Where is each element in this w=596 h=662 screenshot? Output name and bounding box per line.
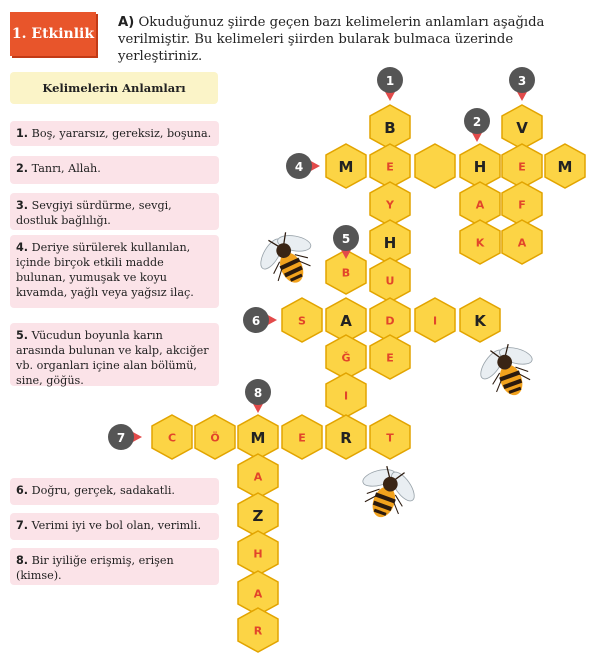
clue-text: Boş, yararsız, gereksiz, boşuna. (31, 127, 212, 140)
cell-letter: E (386, 351, 394, 365)
cell-letter: V (516, 119, 528, 137)
cell-letter: K (475, 236, 485, 250)
hex-cell[interactable] (415, 298, 455, 342)
svg-text:4: 4 (294, 160, 304, 174)
clue-number: 3. (16, 199, 29, 212)
cell-letter: A (517, 236, 527, 250)
svg-text:5: 5 (341, 232, 351, 246)
cell-letter: A (253, 587, 263, 601)
cell-letter: Z (252, 507, 264, 525)
hex-cell[interactable] (502, 220, 542, 264)
cell-letter: R (340, 429, 352, 447)
cell-letter: E (386, 160, 394, 174)
cell-letter: M (338, 158, 354, 176)
hex-cell[interactable] (502, 105, 542, 149)
hex-cell[interactable] (282, 298, 322, 342)
svg-text:6: 6 (251, 314, 261, 328)
hex-cell[interactable] (282, 415, 322, 459)
cell-letter: F (518, 198, 526, 212)
hex-cell[interactable] (370, 105, 410, 149)
number-marker (377, 67, 403, 101)
cell-letter: T (386, 431, 394, 445)
number-marker (509, 67, 535, 101)
cell-letter: U (385, 274, 395, 288)
number-marker (286, 153, 320, 179)
bee-illustration (470, 335, 545, 405)
meanings-title: Kelimelerin Anlamları (10, 72, 218, 104)
hex-cell[interactable] (460, 298, 500, 342)
hex-cell[interactable] (370, 335, 410, 379)
cell-letter: S (298, 314, 306, 328)
cell-letter: B (341, 266, 351, 280)
clue-number: 1. (16, 127, 29, 140)
cell-letter: R (253, 624, 263, 638)
clue-number: 6. (16, 484, 29, 497)
cell-letter: H (383, 234, 397, 252)
hex-cell[interactable] (326, 144, 366, 188)
cell-letter: A (340, 312, 352, 330)
hex-cell[interactable] (370, 415, 410, 459)
cell-letter: E (518, 160, 526, 174)
cell-letter: A (475, 198, 485, 212)
hex-cell[interactable] (238, 415, 278, 459)
activity-tag: 1. Etkinlik (10, 12, 96, 56)
hex-cell[interactable] (370, 258, 410, 302)
bee-illustration (248, 222, 326, 295)
clue-text: Doğru, gerçek, sadakatli. (31, 484, 175, 497)
cell-letter: K (474, 312, 486, 330)
number-marker (464, 108, 490, 142)
cell-letter: H (473, 158, 487, 176)
svg-text:2: 2 (472, 115, 482, 129)
clue-text: Tanrı, Allah. (31, 162, 101, 175)
cell-letter: D (385, 314, 395, 328)
svg-text:1: 1 (385, 74, 395, 88)
cell-letter: H (253, 547, 263, 561)
hex-cell[interactable] (326, 373, 366, 417)
clue-text: Deriye sürülerek kullanılan, içinde birçok etkili madde bulunan, yumuşak ve koyu kıvamda, yağlı veya yağsız ilaç. (16, 241, 194, 299)
cell-letter: Y (386, 198, 394, 212)
number-marker (245, 379, 271, 413)
clue-text: Vücudun boyunla karın arasında bulunan ve kalp, akciğer vb. organları içine alan bölümü, sine, göğüs. (16, 329, 209, 387)
hex-cell[interactable] (238, 454, 278, 498)
instruction-label: A) (118, 15, 135, 30)
cell-letter: A (253, 470, 263, 484)
cell-letter: B (384, 119, 396, 137)
hex-cell[interactable] (460, 220, 500, 264)
clue-number: 4. (16, 241, 29, 254)
svg-text:8: 8 (253, 386, 263, 400)
cell-letter: M (557, 158, 573, 176)
hex-cell[interactable] (545, 144, 585, 188)
clue-text: Bir iyiliğe erişmiş, erişen (kimse). (16, 554, 174, 582)
number-marker (243, 307, 277, 333)
cell-letter: M (250, 429, 266, 447)
svg-text:7: 7 (116, 431, 126, 445)
number-marker (333, 225, 359, 259)
hex-cell[interactable] (238, 531, 278, 575)
clue-number: 5. (16, 329, 29, 342)
clue-number: 8. (16, 554, 29, 567)
clue-number: 2. (16, 162, 29, 175)
clue-text: Verimi iyi ve bol olan, verimli. (31, 519, 201, 532)
cell-letter: I (343, 389, 349, 403)
hex-cell[interactable] (152, 415, 192, 459)
cell-letter: E (298, 431, 306, 445)
bee-illustration (350, 457, 425, 527)
cell-letter: C (167, 431, 177, 445)
clue-number: 7. (16, 519, 29, 532)
instruction-text: Okuduğunuz şiirde geçen bazı kelimelerin anlamları aşağıda verilmiştir. Bu kelimeleri şiirden bularak bulmaca üzerinde yerleştiriniz. (118, 15, 545, 64)
cell-letter: Ö (210, 431, 220, 445)
hex-cell[interactable] (326, 415, 366, 459)
hex-cell[interactable] (195, 415, 235, 459)
cell-letter: Ğ (341, 351, 351, 365)
hex-cell[interactable] (238, 608, 278, 652)
svg-text:3: 3 (517, 74, 527, 88)
hex-cell[interactable] (415, 144, 455, 188)
clue-text: Sevgiyi sürdürme, sevgi, dostluk bağlılığı. (16, 199, 172, 227)
number-marker (108, 424, 142, 450)
cell-letter: I (432, 314, 438, 328)
